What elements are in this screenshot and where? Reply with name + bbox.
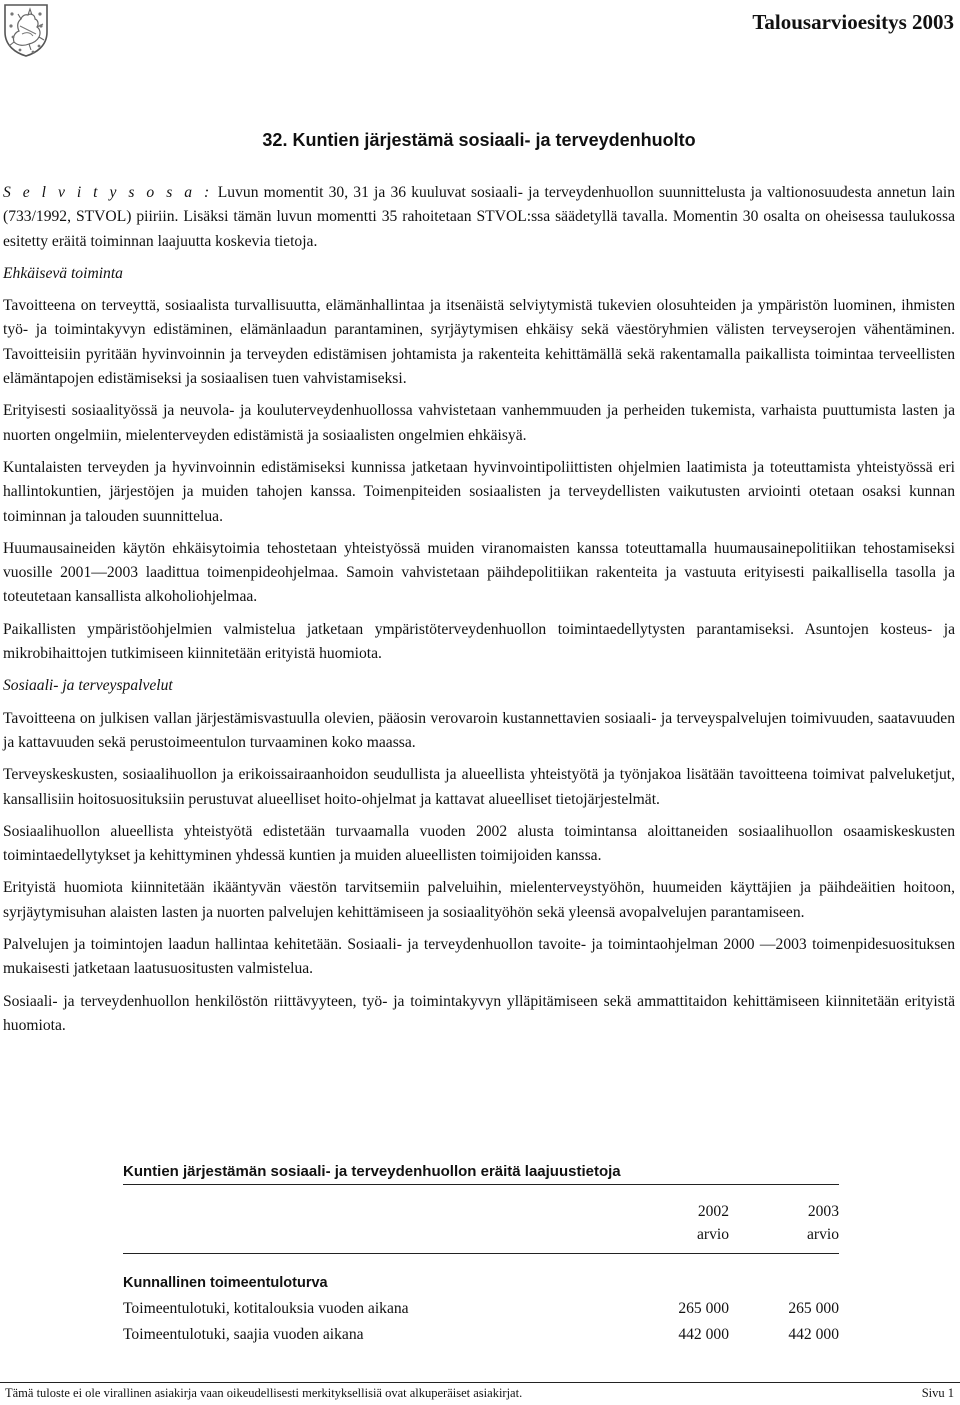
- intro-paragraph: [3, 181, 955, 254]
- row-value-2002: 265 000: [678, 1300, 729, 1317]
- table-header-row: [123, 1222, 839, 1254]
- table-header-row: [123, 1185, 839, 1222]
- subheading-prevention: Ehkäisevä toiminta: [3, 264, 123, 282]
- intro-label: S e l v i t y s o s a :: [3, 184, 213, 201]
- data-table: [123, 1185, 839, 1348]
- paragraph: Tavoitteena on julkisen vallan järjestämisvastuulla olevien, pääosin verovaroin kustannettavien sosiaali- ja terveyspalvelujen toimivuuden, saatavuuden ja kattavuuden sekä perustoimeentulon turvaaminen koko maassa.: [3, 709, 955, 751]
- paragraph: Huumausaineiden käytön ehkäisytoimia tehostetaan yhteistyössä muiden viranomaisten kanssa toteuttamalla huumausainepolitiikan tehostamiseksi vuosille 2001—2003 laadittua toimenpideohjelmaa. Samoin vahvistetaan päihdepolitiikan rakenteita ja vastuuta erityisesti paikallisella tasolla ja toteutetaan kansallista alkoholiohjelmaa.: [3, 539, 955, 606]
- table-title: Kuntien järjestämän sosiaali- ja terveydenhuollon eräitä laajuustietoja: [123, 1163, 839, 1185]
- paragraph: Sosiaali- ja terveydenhuollon henkilöstön riittävyyteen, työ- ja toimintakyvyn ylläpitämiseen sekä ammattitaidon kehittämiseen kiinnitetään erityistä huomiota.: [3, 992, 955, 1034]
- page-number: Sivu 1: [921, 1386, 954, 1400]
- paragraph: Palvelujen ja toimintojen laadun hallintaa kehitetään. Sosiaali- ja terveydenhuollon tavoite- ja toimintaohjelman 2000 —2003 toimenpidesuosituksen mukaisesti jatketaan laatusuositusten valmistelua.: [3, 936, 955, 978]
- footer-disclaimer: Tämä tuloste ei ole virallinen asiakirja vaan oikeudellisesti merkityksellisiä ovat alkuperäiset asiakirjat.: [5, 1386, 523, 1400]
- main-content: [3, 128, 955, 1046]
- finnish-coat-of-arms-icon: [2, 2, 50, 58]
- paragraph: Sosiaalihuollon alueellista yhteistyötä edistetään turvaamalla vuoden 2002 alusta toimintansa aloittaneiden sosiaalihuollon osaamiskeskusten toimintaedellytykset ja kehittyminen yhdessä kuntien ja muiden alueellisten toimijoiden kanssa.: [3, 822, 955, 865]
- column-header-year: 2003: [807, 1203, 839, 1220]
- intro-text: Luvun momentit 30, 31 ja 36 kuuluvat sosiaali- ja terveydenhuollon suunnittelusta ja valtionosuudesta annetun lain (733/1992, STVOL) piiriin. Lisäksi tämän luvun momentti 35 rahoitetaan STVOL:ssa säädetyllä tavalla. Momentin 30 osalta on oheisessa taulukossa esitetty eräitä toiminnan laajuutta koskevia tietoja.: [3, 184, 955, 250]
- table-row: [123, 1322, 839, 1348]
- row-value-2003: 442 000: [788, 1326, 839, 1343]
- table-header-empty: [123, 1222, 619, 1254]
- paragraph: Paikallisten ympäristöohjelmien valmistelua jatketaan ympäristöterveydenhuollon toimintaedellytysten parantamiseksi. Asuntojen kosteus- ja mikrobihaittojen tutkimiseen kiinnitetään erityistä huomiota.: [3, 620, 955, 663]
- row-label: Toimeentulotuki, saajia vuoden aikana: [123, 1326, 364, 1343]
- row-value-2002: 442 000: [678, 1326, 729, 1343]
- statistics-table: [123, 1163, 839, 1348]
- table-row: [123, 1296, 839, 1322]
- row-value-2003: 265 000: [788, 1300, 839, 1317]
- subheading-services: Sosiaali- ja terveyspalvelut: [3, 677, 173, 695]
- paragraph: Kuntalaisten terveyden ja hyvinvoinnin edistämiseksi kunnissa jatketaan hyvinvointipoliittisten ohjelmien laatimista ja toteuttamista yhteistyössä eri hallintokuntien, järjestöjen ja muiden tahojen kanssa. Toimenpiteiden sosiaalisten ja terveydellisten vaikutusten arviointi otetaan osaksi kunnan toiminnan ja talouden suunnittelua.: [3, 458, 955, 525]
- table-group-label: Kunnallinen toimeentuloturva: [123, 1275, 328, 1291]
- paragraph: Erityisesti sosiaalityössä ja neuvola- ja kouluterveydenhuollossa vahvistetaan vanhemmuuden ja perheiden tukemista, varhaista puuttumista lasten ja nuorten ongelmiin, mielenterveyden edistämistä ja sosiaalisten ongelmien ehkäisyä.: [3, 402, 955, 444]
- table-header-empty: [123, 1185, 619, 1222]
- document-title: Talousarvioesitys 2003: [752, 10, 954, 34]
- column-header-note: arvio: [729, 1222, 839, 1254]
- paragraph: Terveyskeskusten, sosiaalihuollon ja erikoissairaanhoidon seudullista ja alueellista yhteistyötä ja työnjakoa lisätään tavoitteena toimivat palveluketjut, kansallisiin hoitosuosituksiin perustuvat alueelliset hoito-ohjelmat ja kattavat alueelliset tietojärjestelmät.: [3, 766, 955, 808]
- table-spacer-row: [123, 1254, 839, 1271]
- paragraph: Erityistä huomiota kiinnitetään ikääntyvän väestön tarvitsemiin palveluihin, mielenterveystyöhön, huumeiden käyttäjien ja päihdeäitien hoitoon, syrjäytymisuhan alaisten lasten ja nuorten palvelujen kehittämiseen ja sosiaalityöhön sekä yleensä avopalvelujen parantamiseen.: [3, 879, 955, 921]
- column-header-year: 2002: [697, 1203, 729, 1220]
- row-label: Toimeentulotuki, kotitalouksia vuoden aikana: [123, 1300, 409, 1317]
- column-header-note: arvio: [619, 1222, 729, 1254]
- page-header: [0, 0, 960, 70]
- paragraph: Tavoitteena on terveyttä, sosiaalista turvallisuutta, elämänhallintaa ja itsenäistä selviytymistä tukevien olosuhteiden ja ympäristön luominen, ihmisten työ- ja toimintakyvyn edistäminen, elämänlaadun parantaminen, syrjäytymisen ehkäisy sekä väestöryhmien välisten terveyserojen vähentäminen. Tavoitteisiin pyritään hyvinvoinnin ja terveyden edistämisen johtamista ja rakenteita kehittämällä sekä rakentamalla paikallista toimintaa terveellisten elämäntapojen edistämiseksi ja sosiaalisen tuen vahvistamiseksi.: [3, 297, 955, 388]
- table-group-row: [123, 1270, 839, 1296]
- section-title: 32. Kuntien järjestämä sosiaali- ja terveydenhuolto: [262, 130, 696, 150]
- footer-divider: [0, 1382, 960, 1383]
